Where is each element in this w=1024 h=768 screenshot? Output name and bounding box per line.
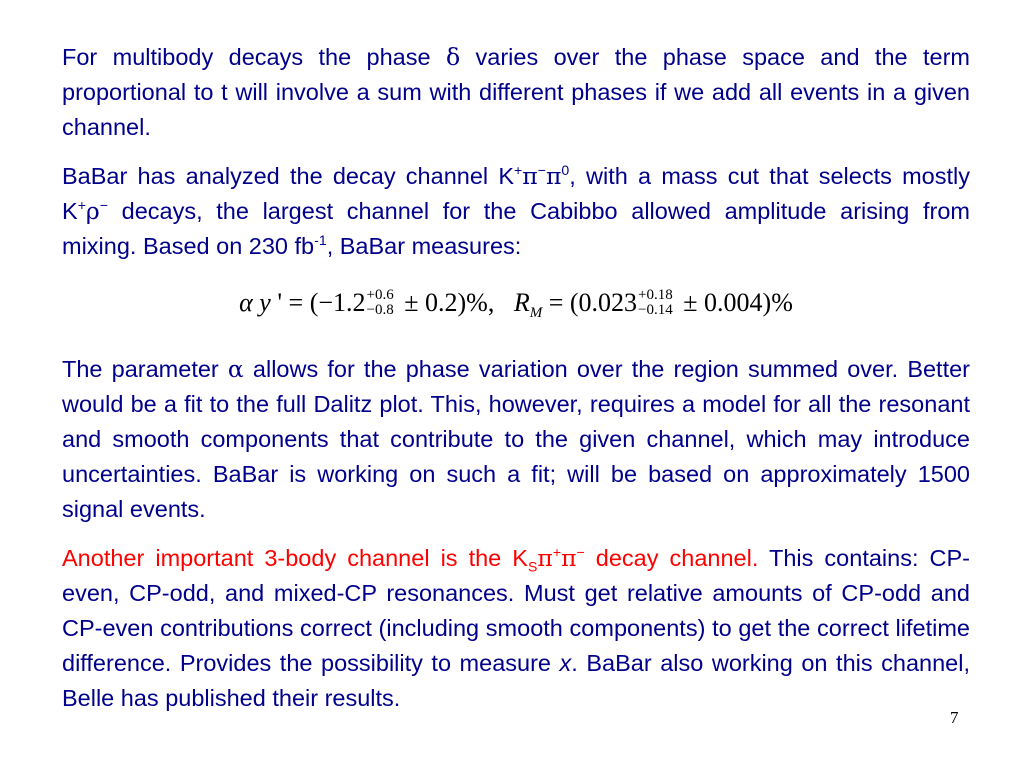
- error-up: +0.18: [638, 287, 673, 304]
- paragraph-ks-channel: [62, 541, 970, 716]
- asymmetric-error: [638, 288, 673, 318]
- asymmetric-error: [367, 288, 394, 318]
- paragraph-multibody-phase: [62, 40, 970, 145]
- error-down: −0.14: [638, 302, 673, 319]
- equation-text: ' = (−1.2: [270, 288, 366, 317]
- variable-x: x: [559, 650, 572, 676]
- text: For multibody decays the phase: [62, 44, 446, 70]
- highlight-text: decay channel.: [584, 545, 759, 571]
- text: The parameter: [62, 356, 228, 382]
- error-down: −0.8: [366, 302, 394, 319]
- pi-symbol: π: [561, 544, 577, 572]
- variable-R: R: [513, 288, 530, 317]
- pi-symbol: π: [537, 544, 553, 572]
- text: , BaBar measures:: [326, 233, 522, 259]
- pi-symbol: π: [545, 162, 562, 190]
- equation-text: = (0.023: [542, 288, 638, 317]
- text: decays, the largest channel for the Cabibbo allowed amplitude arising from mixing. Based on 230 fb: [62, 198, 970, 259]
- subscript: M: [529, 305, 543, 321]
- measurement-equation: [62, 278, 970, 338]
- text: BaBar has analyzed the decay channel K: [62, 163, 515, 189]
- pi-charge: +: [552, 544, 562, 561]
- subscript: S: [527, 558, 538, 575]
- kaon-charge: +: [77, 197, 86, 214]
- text: This contains: CP-even, CP-odd, and mixed-CP resonances. Must get relative amounts of CP-odd and CP-even contributions correct (including smooth components) to get the correct lifetime difference. Provides the possibility to measure: [62, 545, 970, 676]
- text: varies over the phase space and the term proportional to t will involve a sum with different phases if we add all events in a given channel.: [62, 44, 970, 140]
- rho-symbol: ρ: [85, 197, 100, 225]
- pi-charge: 0: [561, 162, 570, 179]
- alpha-symbol: α: [239, 288, 253, 317]
- text: allows for the phase variation over the region summed over. Better would be a fit to the full Dalitz plot. This, however, requires a model for all the resonant and smooth components that contribute to the given channel, which may introduce uncertainties. BaBar is working on such a fit; will be based on approximately 1500 signal events.: [62, 356, 971, 522]
- equation-text: ± 0.2)%,: [397, 288, 495, 317]
- delta-symbol: δ: [445, 43, 461, 71]
- kaon-charge: +: [514, 162, 523, 179]
- exponent: -1: [314, 232, 327, 249]
- equation-text: ± 0.004)%: [676, 288, 793, 317]
- slide-body: [62, 40, 970, 730]
- highlight-text: Another important 3-body channel is the K: [62, 545, 528, 571]
- pi-charge: −: [537, 162, 546, 179]
- pi-symbol: π: [522, 162, 538, 190]
- page-number: 7: [950, 708, 959, 727]
- alpha-symbol: α: [227, 355, 244, 383]
- text: , with a mass cut that selects mostly K: [62, 163, 970, 224]
- pi-charge: −: [576, 544, 585, 561]
- text: . BaBar also working on this channel, Belle has published their results.: [62, 650, 970, 711]
- paragraph-alpha-parameter: [62, 352, 970, 527]
- error-up: +0.6: [366, 287, 394, 304]
- paragraph-babar-channel: [62, 159, 970, 264]
- variable-y: y: [259, 288, 271, 317]
- rho-charge: −: [99, 197, 108, 214]
